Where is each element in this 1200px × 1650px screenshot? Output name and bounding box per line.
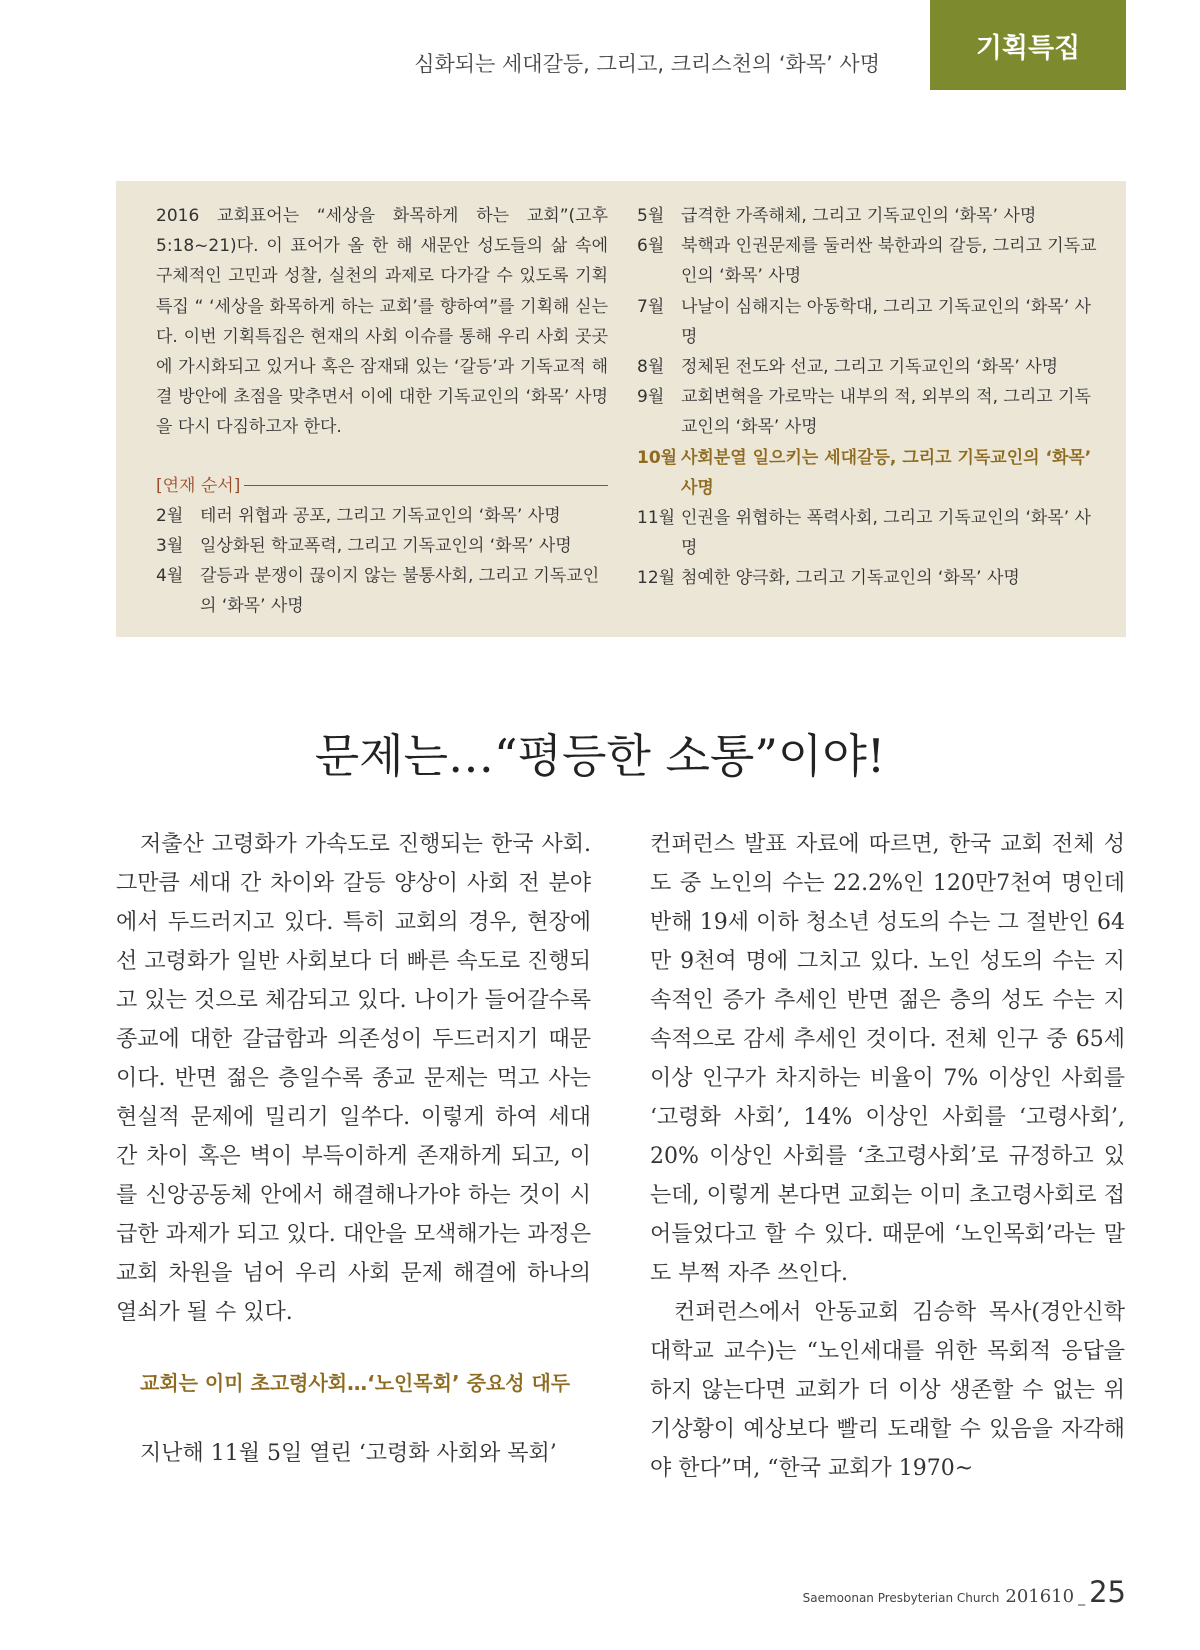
series-text: 첨예한 양극화, 그리고 기독교인의 ‘화목’ 사명 xyxy=(681,568,1020,589)
series-text: 테러 위협과 공포, 그리고 기독교인의 ‘화목’ 사명 xyxy=(200,505,561,526)
series-divider xyxy=(244,485,608,486)
intro-text: 2016 교회표어는 “세상을 화목하게 하는 교회”(고후 5:18~21)다. 이 표어가 올 한 해 새문안 성도들의 삶 속에 구체적인 고민과 성찰, 실천의 과제로 다가갈 수 있도록 기획특집 “ ‘세상을 화목하게 하는 교회’를 향하여”를 기획해 싣는다. 이번 기획특집은 현재의 사회 이슈를 통해 우리 사회 곳곳에 가시화되고 있거나 혹은 잠재돼 있는 ‘갈등’과 기독교적 해결 방안에 초점을 맞추면서 이에 대한 기독교인의 ‘화목’ 사명을 다시 다짐하고자 한다. xyxy=(156,206,608,438)
series-month: 10월 xyxy=(637,447,678,468)
intro-box xyxy=(116,181,1126,637)
body-paragraph: 지난해 11월 5일 열린 ‘고령화 사회와 목회’ xyxy=(140,1441,557,1466)
series-text: 급격한 가족해체, 그리고 기독교인의 ‘화목’ 사명 xyxy=(681,206,1037,226)
footer-separator: _ xyxy=(1078,1590,1086,1606)
series-text: 갈등과 분쟁이 끊이지 않는 불통사회, 그리고 기독교인의 ‘화목’ 사명 xyxy=(200,566,600,617)
series-heading xyxy=(156,471,608,501)
series-item xyxy=(637,503,1097,563)
series-item-current xyxy=(637,443,1097,503)
intro-left-column xyxy=(156,201,608,621)
series-text: 인권을 위협하는 폭력사회, 그리고 기독교인의 ‘화목’ 사명 xyxy=(681,508,1091,559)
series-item xyxy=(156,561,608,621)
series-text: 교회변혁을 가로막는 내부의 적, 외부의 적, 그리고 기독교인의 ‘화목’ 사명 xyxy=(681,387,1091,438)
series-month: 2월 xyxy=(156,505,184,526)
page-footer xyxy=(803,1575,1126,1609)
series-month: 4월 xyxy=(156,566,184,587)
series-heading-label: [연재 순서] xyxy=(156,475,241,496)
article-left-column xyxy=(116,825,591,1473)
series-month: 11월 xyxy=(637,508,676,529)
issue-number: 201610 xyxy=(1005,1586,1075,1607)
series-text: 정체된 전도와 선교, 그리고 기독교인의 ‘화목’ 사명 xyxy=(681,357,1059,378)
series-item xyxy=(637,563,1097,593)
section-tab: 기획특집 xyxy=(930,0,1126,90)
series-text: 일상화된 학교폭력, 그리고 기독교인의 ‘화목’ 사명 xyxy=(200,535,572,556)
article-subhead: 교회는 이미 초고령사회…‘노인목회’ 중요성 대두 xyxy=(140,1371,571,1395)
section-title: 심화되는 세대갈등, 그리고, 크리스천의 ‘화목’ 사명 xyxy=(414,52,880,76)
series-month: 5월 xyxy=(637,206,665,226)
body-paragraph: 저출산 고령화가 가속도로 진행되는 한국 사회. 그만큼 세대 간 차이와 갈등 양상이 사회 전 분야에서 두드러지고 있다. 특히 교회의 경우, 현장에선 고령화가 일반 사회보다 더 빠른 속도로 진행되고 있는 것으로 체감되고 있다. 나이가 들어갈수록 종교에 대한 갈급함과 의존성이 두드러지기 때문이다. 반면 젊은 층일수록 종교 문제는 먹고 사는 현실적 문제에 밀리기 일쑤다. 이렇게 하여 세대 간 차이 혹은 벽이 부득이하게 존재하게 되고, 이를 신앙공동체 안에서 해결해나가야 하는 것이 시급한 과제가 되고 있다. 대안을 모색해가는 과정은 교회 차원을 넘어 우리 사회 문제 해결에 하나의 열쇠가 될 수 있다. xyxy=(116,832,591,1325)
series-item xyxy=(637,382,1097,442)
series-item xyxy=(637,352,1097,382)
article-right-column xyxy=(650,825,1125,1488)
series-item xyxy=(637,292,1097,352)
body-paragraph: 컨퍼런스 발표 자료에 따르면, 한국 교회 전체 성도 중 노인의 수는 22.2%인 120만7천여 명인데 반해 19세 이하 청소년 성도의 수는 그 절반인 64만 9천여 명에 그치고 있다. 노인 성도의 수는 지속적인 증가 추세인 반면 젊은 층의 성도 수는 지속적으로 감세 추세인 것이다. 전체 인구 중 65세 이상 인구가 차지하는 비율이 7% 이상인 사회를 ‘고령화 사회’, 14% 이상인 사회를 ‘고령사회’, 20% 이상인 사회를 ‘초고령사회’로 규정하고 있는데, 이렇게 본다면 교회는 이미 초고령사회로 접어들었다고 할 수 있다. 때문에 ‘노인목회’라는 말도 부쩍 자주 쓰인다. xyxy=(650,832,1125,1286)
series-item xyxy=(156,501,608,531)
church-name: Saemoonan Presbyterian Church xyxy=(802,1591,1000,1605)
intro-right-column xyxy=(637,201,1097,594)
series-item xyxy=(637,201,1097,231)
series-text: 사회분열 일으키는 세대갈등, 그리고 기독교인의 ‘화목’ 사명 xyxy=(681,447,1092,498)
series-text: 나날이 심해지는 아동학대, 그리고 기독교인의 ‘화목’ 사명 xyxy=(681,296,1091,347)
series-text: 북핵과 인권문제를 둘러싼 북한과의 갈등, 그리고 기독교인의 ‘화목’ 사명 xyxy=(681,236,1097,287)
page-number: 25 xyxy=(1089,1575,1126,1609)
series-month: 12월 xyxy=(637,568,676,589)
series-month: 7월 xyxy=(637,296,665,317)
body-paragraph: 컨퍼런스에서 안동교회 김승학 목사(경안신학대학교 교수)는 “노인세대를 위한 목회적 응답을 하지 않는다면 교회가 더 이상 생존할 수 없는 위기상황이 예상보다 빨리 도래할 수 있음을 자각해야 한다”며, “한국 교회가 1970~ xyxy=(650,1300,1125,1481)
series-month: 9월 xyxy=(637,387,665,408)
series-month: 3월 xyxy=(156,535,184,556)
series-month: 6월 xyxy=(637,236,665,257)
series-item xyxy=(637,231,1097,291)
series-month: 8월 xyxy=(637,357,665,378)
series-item xyxy=(156,531,608,561)
article-title: 문제는…“평등한 소통”이야! xyxy=(314,729,886,783)
